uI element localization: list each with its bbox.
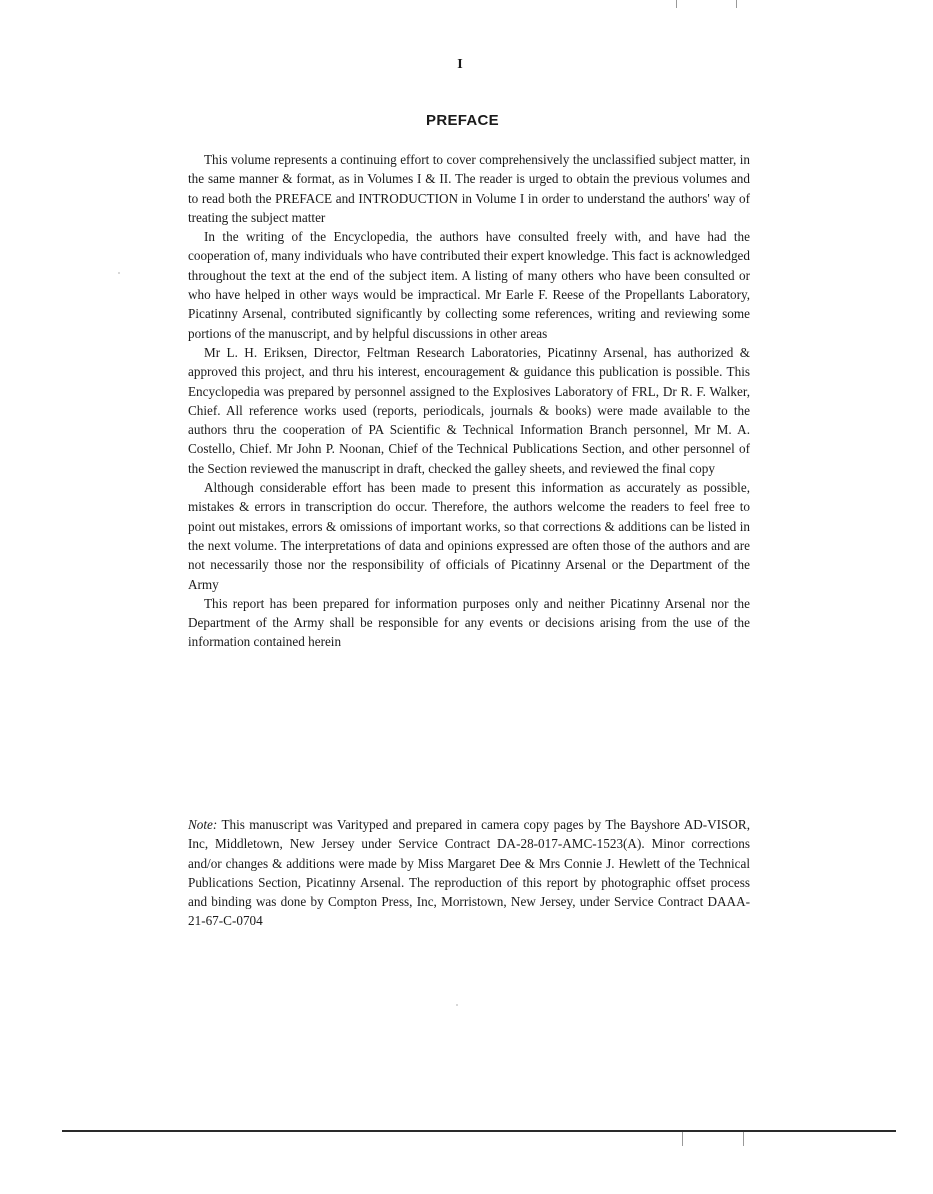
paragraph-3: Mr L. H. Eriksen, Director, Feltman Research Laboratories, Picatinny Arsenal, has authorized & approved this project, and thru his interest, encouragement & guidance this publication is possible. This Encyclopedia was prepared by personnel assigned to the Explosives Laboratory of FRL, Dr R. F. Walker, Chief. All reference works used (reports, periodicals, journals & books) were made available to the authors thru the cooperation of PA Scientific & Technical Information Branch personnel, Mr M. A. Costello, Chief. Mr John P. Noonan, Chief of the Technical Publications Section, and other personnel of the Section reviewed the manuscript in draft, checked the galley sheets, and reviewed the final copy bbox=[188, 344, 750, 476]
note-label: Note: bbox=[188, 817, 218, 832]
paragraph-4: Although considerable effort has been made to present this information as accurately as possible, mistakes & errors in transcription do occur. Therefore, the authors welcome the readers to feel free to point out mistakes, errors & omissions of important works, so that corrections & additions can be listed in the next volume. The interpretations of data and opinions expressed are often those of the authors and are not necessarily those nor the responsibility of officials of Picatinny Arsenal or the Department of the Army bbox=[188, 480, 750, 592]
paragraph-5: This report has been prepared for information purposes only and neither Picatinny Arsenal nor the Department of the Army shall be responsible for any events or decisions arising from the use of the information contained herein bbox=[188, 595, 750, 650]
page-number: I bbox=[457, 57, 463, 72]
speck-mark bbox=[456, 1004, 458, 1006]
crop-mark-bottom-right bbox=[743, 1132, 744, 1146]
crop-mark-top-right bbox=[736, 0, 737, 8]
note-text: This manuscript was Varityped and prepared in camera copy pages by The Bayshore AD-VISOR, Inc, Middletown, New Jersey under Service Contract DA-28-017-AMC-1523(A). Minor corrections and/or changes & additions were made by Miss Margaret Dee & Mrs Connie J. Hewlett of the Technical Publications Section, Picatinny Arsenal. The reproduction of this report by photographic offset process and binding was done by Compton Press, Inc, Morristown, New Jersey, under Service Contract DAAA-21-67-C-0704 bbox=[188, 817, 750, 929]
speck-mark bbox=[118, 272, 120, 274]
note-paragraph bbox=[188, 815, 750, 931]
crop-mark-top-left bbox=[676, 0, 677, 8]
production-note bbox=[188, 815, 750, 931]
page-title: PREFACE bbox=[426, 112, 499, 129]
crop-mark-bottom-left bbox=[682, 1132, 683, 1146]
bottom-rule bbox=[62, 1130, 896, 1132]
preface-body bbox=[188, 150, 750, 652]
paragraph-1: This volume represents a continuing effort to cover comprehensively the unclassified subject matter, in the same manner & format, as in Volumes I & II. The reader is urged to obtain the previous volumes and to read both the PREFACE and INTRODUCTION in Volume I in order to understand the authors' way of treating the subject matter bbox=[188, 152, 750, 225]
paragraph-2: In the writing of the Encyclopedia, the authors have consulted freely with, and have had the cooperation of, many individuals who have contributed their expert knowledge. This fact is acknowledged throughout the text at the end of the subject item. A listing of many others who have been consulted or who have helped in other ways would be impractical. Mr Earle F. Reese of the Propellants Laboratory, Picatinny Arsenal, contributed significantly by collecting some references, writing and reviewing some portions of the manuscript, and by helpful discussions in other areas bbox=[188, 229, 750, 341]
